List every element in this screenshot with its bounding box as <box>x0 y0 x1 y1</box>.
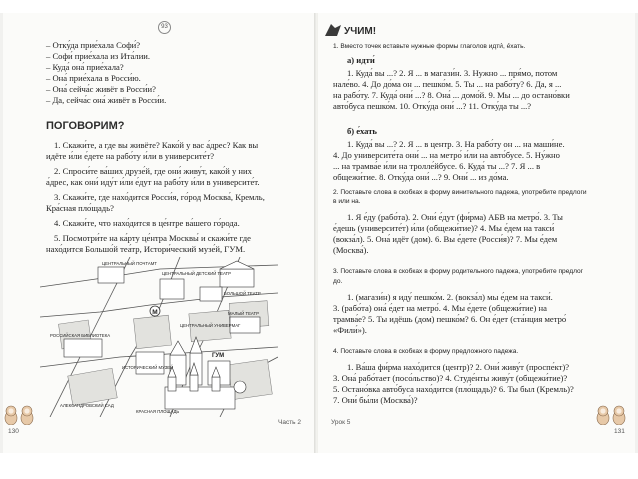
dialog-line: – Софи́ прие́хала из Ита́лии. <box>46 51 151 61</box>
exercise-line: 3. (рабо́та) она́ е́дет на метро́. 4. Мы е́дете (общежи́тие) на <box>333 303 547 313</box>
page-number: 130 <box>8 428 19 435</box>
matryoshka-icon <box>4 405 18 425</box>
section-heading: ПОГОВОРИМ? <box>46 120 125 132</box>
question-line: 3. Скажи́те, где нахо́дится Росси́я, го́род Москва́, Кремль, <box>54 192 265 202</box>
map-label: КРАСНАЯ ПЛОЩАДЬ <box>136 409 180 414</box>
uchim-badge-icon <box>323 22 343 38</box>
question-line: 1. Скажи́те, а где вы живёте? Како́й у вас а́дрес? Как вы <box>54 140 259 150</box>
exercise-line: 1. (магази́н) я иду́ пешко́м. 2. (вокза́л) мы е́дем на такси́. <box>347 292 553 302</box>
moscow-center-map <box>40 257 278 417</box>
exercise-line: 4. До университе́та они́ ... на метро́ и́ли на авто́бусе. 5. Ну́жно <box>333 150 560 160</box>
map-label: МАЛЫЙ ТЕАТР <box>228 311 259 316</box>
exercise-line: 1. Куда́ вы ...? 2. Я ... в центр. 3. На рабо́ту он ... на маши́не. <box>347 139 565 149</box>
question-line: Кра́сная пло́щадь? <box>46 203 114 213</box>
page-badge: 93 <box>158 21 171 34</box>
exercise-subtitle: б) е́хать <box>347 126 377 136</box>
exercise-line: (вокза́л). 5. Она́ идёт (дом). 6. Вы е́дете (Росси́я)? 7. Мы е́дем <box>333 234 558 244</box>
question-line: а́дрес, как они́ иду́т и́ли е́дут на рабо́ту и́ли в университе́т. <box>46 177 260 187</box>
exercise-title: 3. Поставьте слова в скобках в форму родительного падежа, употребите предлог <box>333 268 584 275</box>
map-label: ГУМ <box>212 353 225 359</box>
exercise-title: 2. Поставьте слова в скобках в форму винительного падежа, употребите предлоги <box>333 189 587 196</box>
exercise-title: до. <box>333 278 343 285</box>
exercise-title: в или на. <box>333 198 361 205</box>
exercise-line: ... на трамва́е и́ли на тролле́йбусе. 6. Куда́ ты ...? 7. Я ... в <box>333 161 541 171</box>
dialog-line: – Она́ сейча́с живёт в Росси́и? <box>46 84 156 94</box>
section-heading: УЧИМ! <box>344 26 377 37</box>
exercise-line: 7. Они́ бы́ли (Москва́)? <box>333 395 418 405</box>
map-label: ЦЕНТРАЛЬНЫЙ ПОЧТАМТ <box>102 261 157 266</box>
map-label: АЛЕКСАНДРОВСКИЙ САД <box>60 403 114 408</box>
question-line: нахо́дится Большо́й теа́тр, Истори́ческий музе́й, ГУМ. <box>46 244 246 254</box>
question-line: 5. Посмотри́те на ка́рту це́нтра Москвы́ и скажи́те где <box>54 233 251 243</box>
exercise-line: «Фили́»). <box>333 325 367 335</box>
footer-part: Часть 2 <box>278 419 301 426</box>
question-line: 2. Спроси́те ва́ших друзе́й, где они́ живу́т, како́й у них <box>54 166 252 176</box>
dialog-line: – Она́ прие́хала в Росси́ю. <box>46 73 141 83</box>
exercise-line: е́дешь (университе́т) и́ли (общежи́тие)? 4. Мы е́дем на такси́ <box>333 223 555 233</box>
exercise-line: 1. Куда́ вы ...? 2. Я ... в магази́н. 3. Нужно ... пря́мо, потом <box>347 68 558 78</box>
exercise-line: 1. Я е́ду (рабо́та). 2. Они́ е́дут (фи́рма) АБВ на метро́. 3. Ты <box>347 212 563 222</box>
exercise-subtitle: а) идти́ <box>347 55 375 65</box>
exercise-line: (Москва́). <box>333 245 369 255</box>
matryoshka-icon <box>612 405 626 425</box>
exercise-line: 1. Ва́ша фи́рма нахо́дится (центр)? 2. Они́ живу́т (проспе́кт)? <box>347 362 570 372</box>
exercise-line: на рабо́ту. 7. Куда́ они́ ...? 8. Она́ ... домо́й. 9. Мы ... до остано́вки <box>333 90 570 100</box>
footer-lesson: Урок 5 <box>331 419 351 426</box>
exercise-line: авто́буса пешко́м. 10. Отку́да они́ ...? 11. Отку́да ты ...? <box>333 101 532 111</box>
matryoshka-icon <box>596 405 610 425</box>
exercise-line: 5. Остано́вка авто́буса нахо́дится (пло́щадь)? 6. Ты был (Кремль)? <box>333 384 574 394</box>
page-number: 131 <box>614 428 625 435</box>
exercise-line: 3. Она́ рабо́тает (посо́льство)? 4. Студе́нты живу́т (общежи́тие)? <box>333 373 568 383</box>
dialog-line: – Отку́да прие́хала Софи́? <box>46 40 141 50</box>
question-line: 4. Скажи́те, что нахо́дится в це́нтре ва́шего го́рода. <box>54 218 240 228</box>
dialog-line: – Да, сейча́с она́ живёт в Росси́и. <box>46 95 167 105</box>
exercise-title: 1. Вместо точек вставьте нужные формы глаголов идти́, е́хать. <box>333 43 526 50</box>
map-label: БОЛЬШОЙ ТЕАТР <box>224 291 261 296</box>
metro-marker: М <box>152 309 158 316</box>
matryoshka-icon <box>20 405 34 425</box>
map-label: ЦЕНТРАЛЬНЫЙ УНИВЕРМАГ <box>180 323 241 328</box>
map-label: ЦЕНТРАЛЬНЫЙ ДЕТСКИЙ ТЕАТР <box>162 271 232 276</box>
dialog-line: – Куда́ она́ прие́хала? <box>46 62 124 72</box>
map-label: ИСТОРИЧЕСКИЙ МУЗЕЙ <box>122 365 174 370</box>
exercise-line: общежи́тие. 8. Отку́да они́ ...? 9. Они́ ... из до́ма. <box>333 172 509 182</box>
exercise-line: трамва́е? 5. Ты идёшь (дом) пешко́м? 6. Он е́дет (ста́нция метро́ <box>333 314 567 324</box>
exercise-title: 4. Поставьте слова в скобках в форму предложного падежа. <box>333 348 519 355</box>
question-line: идёте и́ли е́дете на рабо́ту и́ли в университе́т? <box>46 151 215 161</box>
map-label: РОССИЙСКАЯ БИБЛИОТЕКА <box>50 333 111 338</box>
exercise-line: нале́во. 4. До до́ма он ... пешко́м. 5. Ты ... на рабо́ту? 6. Да, я ... <box>333 79 562 89</box>
bottom-margin <box>0 453 638 479</box>
